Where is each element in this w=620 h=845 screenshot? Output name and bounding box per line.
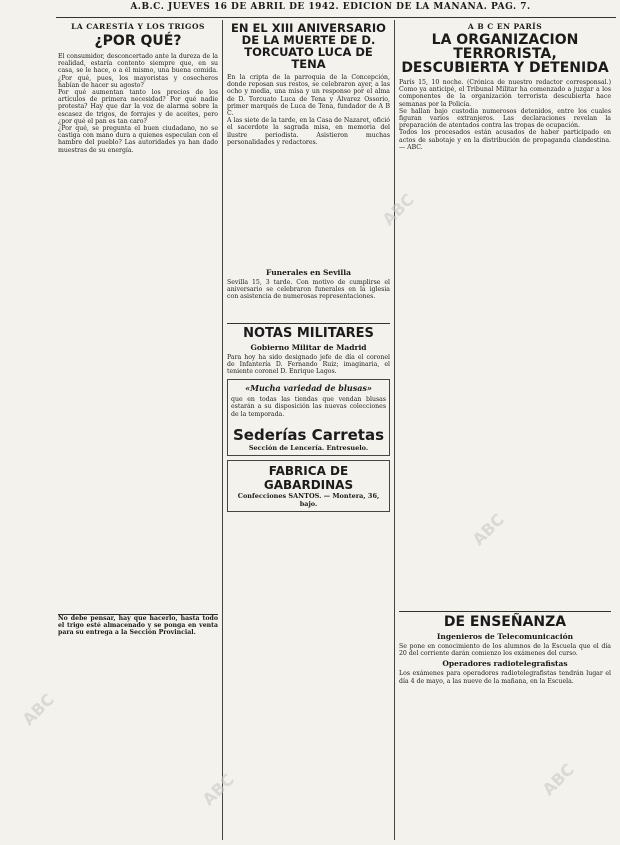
- article-paragraph: París 15, 10 noche. (Crónica de nuestro redactor corresponsal.) Como ya anticipé, el Tribunal Militar ha comenzado a juzgar a los componentes de la organización terrorista descubierta hace semanas por la Policía.: [399, 79, 611, 108]
- kicker: A B C EN PARÍS: [467, 22, 543, 31]
- ad-title: FABRICA DE GABARDINAS: [263, 463, 354, 492]
- article-paragraph: Todos los procesados están acusados de haber participado en actos de sabotaje y en la distribución de propaganda clandestina. — ABC.: [399, 129, 611, 151]
- article-title: ¿POR QUÉ?: [94, 33, 182, 49]
- page-header: A.B.C. JUEVES 16 DE ABRIL DE 1942. EDICION DE LA MAÑANA. PAG. 7.: [130, 2, 531, 12]
- article-title: EN EL XIII ANIVERSARIO DE LA MUERTE DE D. TORCUATO LUCA DE TENA: [231, 22, 386, 71]
- section-subtitle: Ingenieros de Telecomunicación: [436, 632, 574, 642]
- advertisement-sederias: [227, 379, 390, 456]
- advertisement-gabardinas: [227, 460, 390, 512]
- column-carestia: [58, 22, 218, 837]
- abc-watermark: ABC: [18, 689, 58, 730]
- abc-watermark: ABC: [378, 189, 418, 230]
- section-subtitle: Operadores radiotelegrafistas: [442, 659, 568, 669]
- article-paragraph: ¿Por qué, se pregunta el buen ciudadano, no se castiga con mano dura a quienes especulan con el hambre del pueblo? Las autoridades ya han dado muestras de su energía.: [58, 125, 218, 154]
- article-paragraph: Por qué aumentan tanto los precios de los artículos de primera necesidad? Por qué nadie protesta? Hay que dar la voz de alarma sobre la escasez de trigos, de forrajes y de aceites, pero ¿por qué el pan es tan caro?: [58, 89, 218, 125]
- article-paragraph: El consumidor, desconcertado ante la dureza de la realidad, estaría contento siempre que, en su casa, se le hace, o a él mismo, una buena comida. ¿Por qué, pues, los mayoristas y cosecheros habían de hacer su agosto?: [58, 53, 218, 89]
- section-title: DE ENSEÑANZA: [399, 611, 611, 630]
- column-aniversario: [227, 22, 390, 837]
- article-title: LA ORGANIZACION TERRORISTA, DESCUBIERTA Y DETENIDA: [401, 32, 609, 76]
- article-paragraph: Para hoy ha sido designado jefe de día el coronel de Infantería D. Fernando Ruiz; imaginaria, el teniente coronel D. Enrique Lagos.: [227, 353, 390, 376]
- filler-text-block: [58, 154, 218, 614]
- section-subtitle: Gobierno Militar de Madrid: [250, 342, 367, 352]
- column-paris: [399, 22, 611, 837]
- article-paragraph: Se hallan bajo custodia numerosos detenidos, entre los cuales figuran varios extranjeros. Las declaraciones revelan la preparación de atentados contra las tropas de ocupación.: [399, 107, 611, 130]
- abc-watermark: ABC: [198, 769, 238, 810]
- column-divider: [394, 20, 395, 840]
- abc-watermark: ABC: [538, 759, 578, 800]
- article-paragraph: Los exámenes para operadores radiotelegrafistas tendrán lugar el día 4 de mayo, a las nueve de la mañana, en la Escuela.: [399, 670, 611, 685]
- abc-watermark: ABC: [468, 509, 508, 550]
- ad-slogan: «Mucha variedad de blusas»: [245, 383, 372, 394]
- kicker: LA CARESTÍA Y LOS TRIGOS: [71, 22, 205, 31]
- ad-body: que en todas las tiendas que vendan blusas estarán a su disposición las nuevas colecciones de la temporada.: [231, 396, 386, 418]
- section-subtitle: Funerales en Sevilla: [266, 268, 351, 278]
- header-rule: [56, 17, 616, 18]
- article-paragraph: Se pone en conocimiento de los alumnos de la Escuela que el día 20 del corriente darán comienzo los exámenes del curso.: [399, 643, 611, 658]
- footer-note: No debe pensar, hay que hacerlo, hasta todo el trigo esté almacenado y se ponga en venta para su entrega a la Sección Provincial.: [58, 614, 218, 637]
- ad-store-subtitle: Sección de Lencería. Entresuelo.: [248, 443, 369, 452]
- column-divider: [222, 20, 223, 840]
- ad-store-name: Sederías Carretas: [232, 425, 385, 444]
- ad-subtitle: Confecciones SANTOS. — Montera, 36, bajo.: [237, 491, 380, 508]
- article-paragraph: A las siete de la tarde, en la Casa de Nazaret, ofició el sacerdote la sagrada misa, en memoria del ilustre periodista. Asistieron muchas personalidades y redactores.: [227, 117, 390, 146]
- section-title: NOTAS MILITARES: [227, 323, 390, 341]
- article-paragraph: En la cripta de la parroquia de la Concepción, donde reposan sus restos, se celebraron ayer, a las ocho y media, una misa y un responso por el alma de D. Torcuato Luca de Tena y Álvarez Ossorio, primer marqués de Luca de Tena, fundador de A B C.: [227, 74, 390, 118]
- article-paragraph: Sevilla 15, 3 tarde. Con motivo de cumplirse el aniversario se celebraron funerales en la iglesia con asistencia de numerosas representaciones.: [227, 279, 390, 301]
